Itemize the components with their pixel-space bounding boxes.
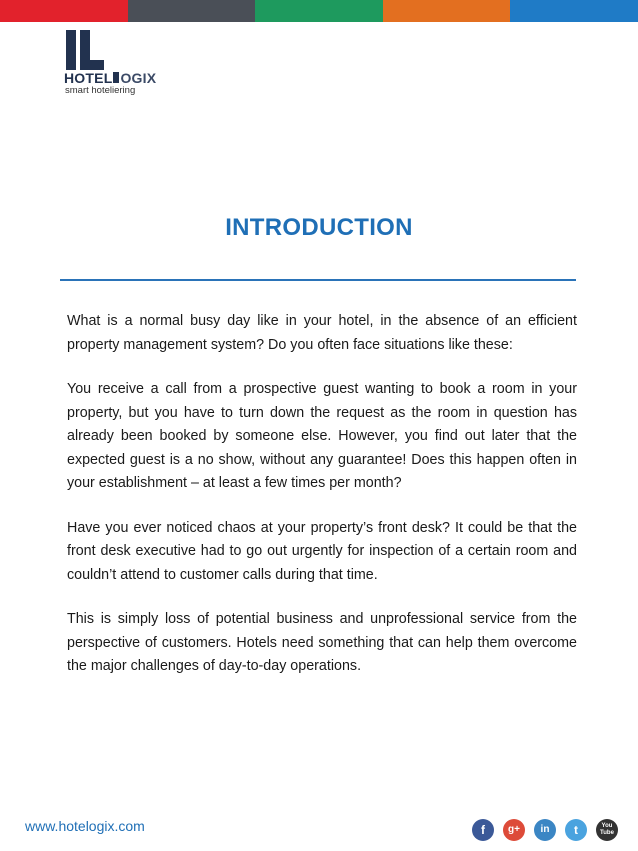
linkedin-glyph: in bbox=[540, 824, 550, 835]
top-color-bar bbox=[0, 0, 638, 22]
hotelogix-logo bbox=[64, 30, 174, 96]
color-stripe-red bbox=[0, 0, 128, 22]
logo-name-bold: HOTEL bbox=[64, 70, 113, 86]
logo-name-rest: OGIX bbox=[120, 70, 157, 86]
color-stripe-green bbox=[255, 0, 383, 22]
logo-mark-icon bbox=[66, 30, 106, 70]
footer-website-link[interactable]: www.hotelogix.com bbox=[25, 818, 145, 834]
twitter-icon[interactable] bbox=[565, 819, 587, 841]
logo-name bbox=[64, 71, 156, 85]
google-plus-glyph: g+ bbox=[508, 824, 520, 835]
color-stripe-blue bbox=[510, 0, 638, 22]
paragraph-2: You receive a call from a prospective guest wanting to book a room in your property, but you have to turn down the request as the room in question has already been booked by someone else. However, you find out later that the expected guest is a no show, without any guarantee! Does this happen often in your establishment – at least a few times per month? bbox=[67, 381, 577, 491]
paragraph-1: What is a normal busy day like in your hotel, in the absence of an efficient property management system? Do you often face situations like these: bbox=[67, 313, 577, 353]
logo-tagline: smart hoteliering bbox=[65, 85, 136, 96]
body-content bbox=[67, 310, 577, 700]
youtube-glyph: You Tube bbox=[600, 823, 614, 836]
color-stripe-orange bbox=[383, 0, 511, 22]
logo-l-block bbox=[113, 72, 119, 83]
paragraph-3: Have you ever noticed chaos at your property’s front desk? It could be that the front desk executive had to go out urgently for inspection of a certain room and couldn’t attend to customer calls during that time. bbox=[67, 519, 577, 583]
google-plus-icon[interactable] bbox=[503, 819, 525, 841]
page-title: INTRODUCTION bbox=[225, 214, 413, 241]
title-divider bbox=[60, 279, 576, 281]
paragraph-4: This is simply loss of potential business and unprofessional service from the perspective of customers. Hotels need something that can help them overcome the major challenges of day-to-day operations. bbox=[67, 611, 577, 674]
linkedin-icon[interactable] bbox=[534, 819, 556, 841]
youtube-icon[interactable] bbox=[596, 819, 618, 841]
facebook-icon[interactable] bbox=[472, 819, 494, 841]
facebook-glyph: f bbox=[481, 823, 485, 837]
color-stripe-gray bbox=[128, 0, 256, 22]
twitter-glyph: t bbox=[574, 823, 578, 837]
